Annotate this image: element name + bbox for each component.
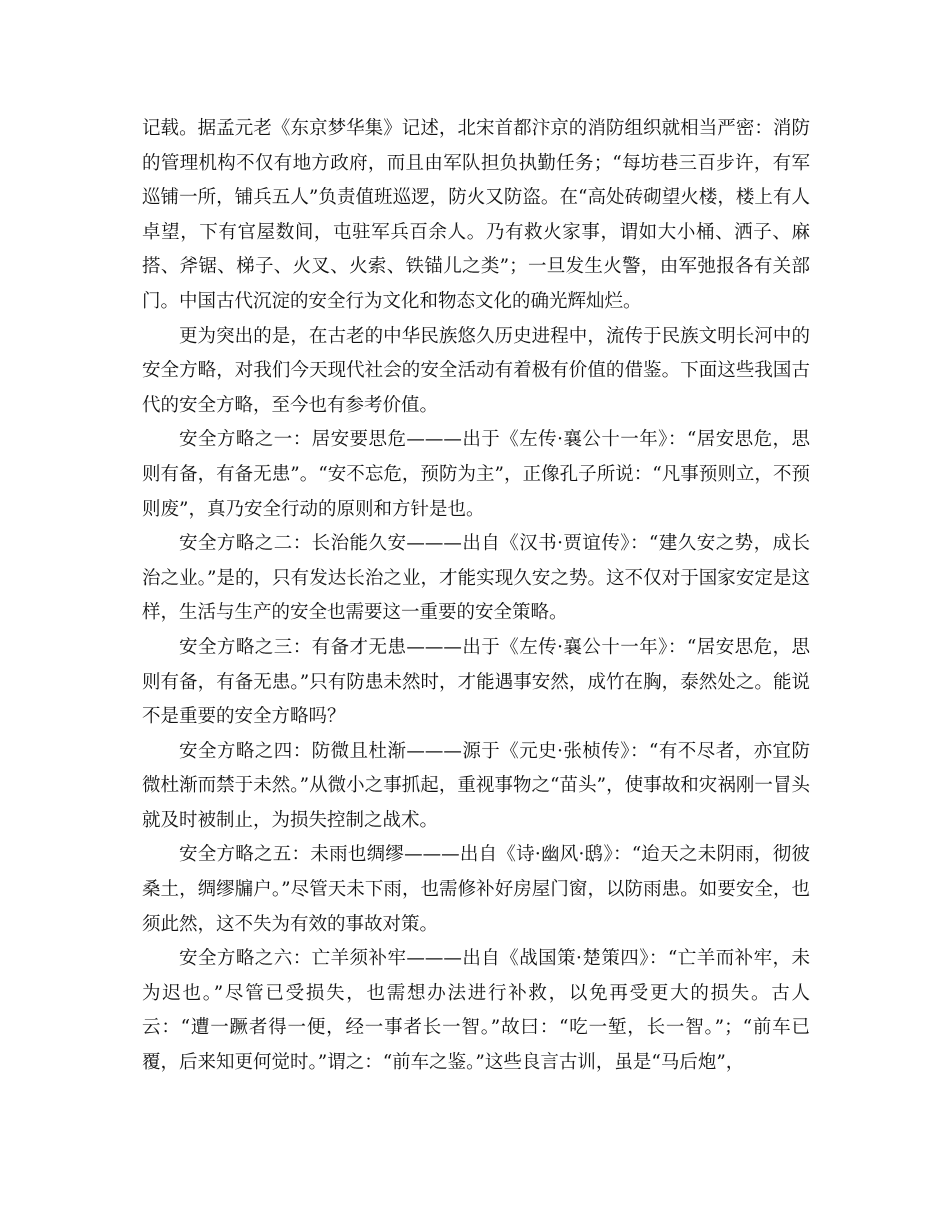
paragraph-strategy-6: 安全方略之六：亡羊须补牢———出自《战国策·楚策四》：“亡羊而补牢，未为迟也。”尽管已受损失，也需想办法进行补救，以免再受更大的损失。古人云：“遭一蹶者得一便，经一事者长一智。”故曰：“吃一堑，长一智。”；“前车已覆，后来知更何觉时。”谓之：“前车之鉴。”这些良言古训，虽是“马后炮”， xyxy=(142,948,810,1074)
document-body xyxy=(142,112,810,1081)
paragraph-fire-organization: 记载。据孟元老《东京梦华集》记述，北宋首都汴京的消防组织就相当严密：消防的管理机构不仅有地方政府，而且由军队担负执勤任务；“每坊巷三百步许，有军巡铺一所，铺兵五人”负责值班巡逻，防火又防盗。在“高处砖砌望火楼，楼上有人卓望，下有官屋数间，屯驻军兵百余人。乃有救火家事，谓如大小桶、洒子、麻搭、斧锯、梯子、火叉、火索、铁锚儿之类”；一旦发生火警，由军弛报各有关部门。中国古代沉淀的安全行为文化和物态文化的确光辉灿烂。 xyxy=(142,118,810,312)
paragraph-strategy-3: 安全方略之三：有备才无患———出于《左传·襄公十一年》：“居安思危，思则有备，有备无患。”只有防患未然时，才能遇事安然，成竹在胸，泰然处之。能说不是重要的安全方略吗？ xyxy=(142,636,810,728)
paragraph-strategy-1: 安全方略之一：居安要思危———出于《左传·襄公十一年》：“居安思危，思则有备，有备无患”。“安不忘危，预防为主”，正像孔子所说：“凡事预则立，不预则废”，真乃安全行动的原则和方针是也。 xyxy=(142,429,810,520)
paragraph-strategy-4: 安全方略之四：防微且杜渐———源于《元史·张桢传》：“有不尽者，亦宜防微杜渐而禁于未然。”从微小之事抓起，重视事物之“苗头”，使事故和灾祸刚一冒头就及时被制止，为损失控制之战术。 xyxy=(142,740,810,831)
paragraph-strategy-5: 安全方略之五：未雨也绸缪———出自《诗·幽风·鸱》：“迨天之未阴雨，彻彼桑土，绸缪牖户。”尽管天未下雨，也需修补好房屋门窗，以防雨患。如要安全，也须此然，这不失为有效的事故对策。 xyxy=(142,844,810,935)
paragraph-safety-strategy-intro: 更为突出的是，在古老的中华民族悠久历史进程中，流传于民族文明长河中的安全方略，对我们今天现代社会的安全活动有着极有价值的借鉴。下面这些我国古代的安全方略，至今也有参考价值。 xyxy=(142,325,810,416)
paragraph-strategy-2: 安全方略之二：长治能久安———出自《汉书·贾谊传》：“建久安之势，成长治之业。”是的，只有发达长治之业，才能实现久安之势。这不仅对于国家安定是这样，生活与生产的安全也需要这一重要的安全策略。 xyxy=(142,533,810,624)
